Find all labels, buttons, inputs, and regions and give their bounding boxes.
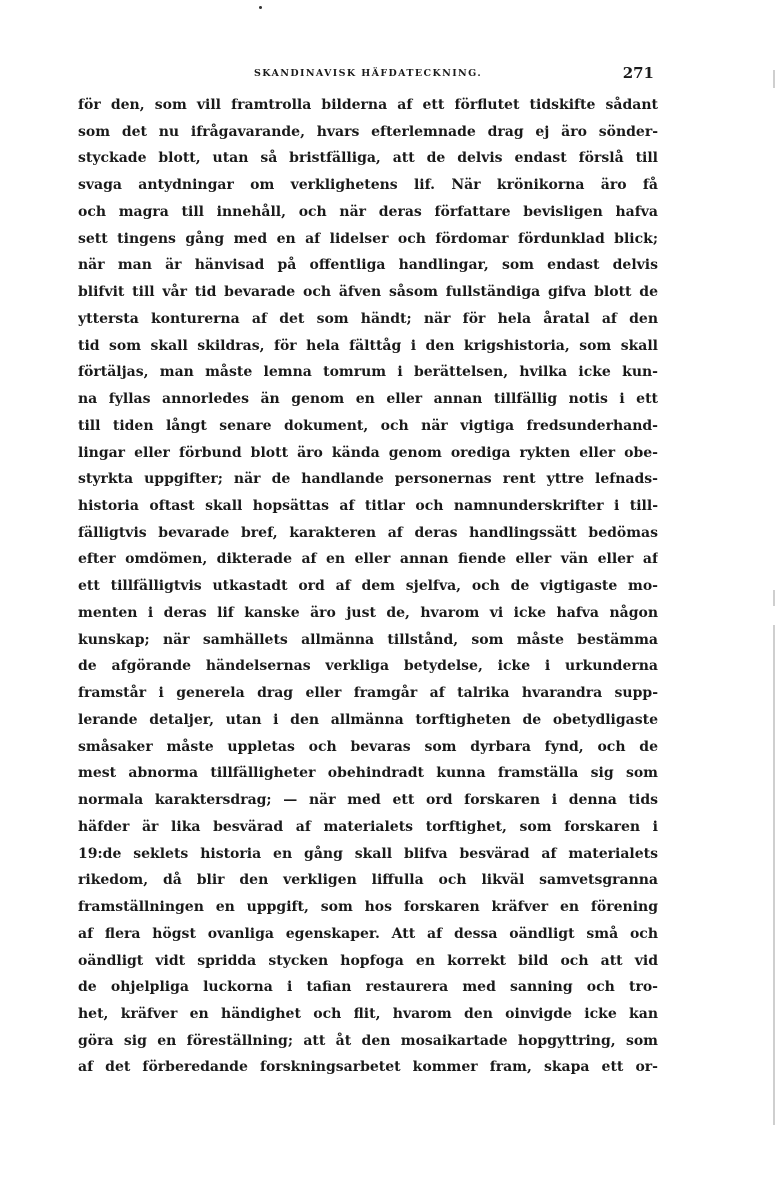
text-line: blifvit till vår tid bevarade och äfven såsom fullständiga gifva blott de xyxy=(78,284,658,301)
text-line: yttersta konturerna af det som händt; när för hela åratal af den xyxy=(78,310,658,327)
margin-scan-mark xyxy=(773,590,775,606)
text-line: framställningen en uppgift, som hos forskaren kräfver en förening xyxy=(78,899,658,916)
text-line: förtäljas, man måste lemna tomrum i berättelsen, hvilka icke kun- xyxy=(78,364,658,381)
text-line: tid som skall skildras, för hela fälttåg i den krigshistoria, som skall xyxy=(78,337,658,354)
body-text xyxy=(78,92,658,1081)
text-line: för den, som vill framtrolla bilderna af ett förflutet tidskifte sådant xyxy=(78,97,658,113)
text-line: och magra till innehåll, och när deras författare bevisligen hafva xyxy=(78,203,658,220)
text-line: styckade blott, utan så bristfälliga, att de delvis endast förslå till xyxy=(78,150,658,167)
text-line: 19:de seklets historia en gång skall blifva besvärad af materialets xyxy=(78,845,658,862)
text-line: när man är hänvisad på offentliga handlingar, som endast delvis xyxy=(78,257,658,274)
text-line: styrkta uppgifter; när de handlande personernas rent yttre lefnads- xyxy=(78,471,658,488)
page-number: 271 xyxy=(622,64,654,82)
text-line: kunskap; när samhällets allmänna tillstånd, som måste bestämma xyxy=(78,631,658,648)
text-line: småsaker måste uppletas och bevaras som dyrbara fynd, och de xyxy=(78,738,658,755)
scan-speck xyxy=(259,6,262,9)
text-line: rikedom, då blir den verkligen liffulla och likväl samvetsgranna xyxy=(78,872,658,889)
text-line: oändligt vidt spridda stycken hopfoga en korrekt bild och att vid xyxy=(78,952,658,969)
text-line: mest abnorma tillfälligheter obehindradt kunna framställa sig som xyxy=(78,765,658,782)
text-line: häfder är lika besvärad af materialets torftighet, som forskaren i xyxy=(78,818,658,835)
text-line: af flera högst ovanliga egenskaper. Att af dessa oändligt små och xyxy=(78,925,658,942)
text-line: framstår i generela drag eller framgår af talrika hvarandra supp- xyxy=(78,685,658,702)
text-line: de ohjelpliga luckorna i tafian restaurera med sanning och tro- xyxy=(78,979,658,996)
text-line: lingar eller förbund blott äro kända genom orediga rykten eller obe- xyxy=(78,444,658,461)
text-line: na fyllas annorledes än genom en eller annan tillfällig notis i ett xyxy=(78,391,658,408)
text-line: ett tillfälligtvis utkastadt ord af dem sjelfva, och de vigtigaste mo- xyxy=(78,578,658,595)
page-header xyxy=(78,64,658,86)
text-line: lerande detaljer, utan i den allmänna torftigheten de obetydligaste xyxy=(78,711,658,728)
text-line: menten i deras lif kanske äro just de, hvarom vi icke hafva någon xyxy=(78,604,658,621)
text-line: sett tingens gång med en af lidelser och fördomar fördunklad blick; xyxy=(78,230,658,247)
text-line: normala karaktersdrag; — när med ett ord forskaren i denna tids xyxy=(78,792,658,809)
text-line: fälligtvis bevarade bref, karakteren af deras handlingssätt bedömas xyxy=(78,524,658,541)
text-line: af det förberedande forskningsarbetet kommer fram, skapa ett or- xyxy=(78,1059,658,1076)
running-title: SKANDINAVISK HÄFDATECKNING. xyxy=(253,68,483,79)
text-line: göra sig en föreställning; att åt den mosaikartade hopgyttring, som xyxy=(78,1032,658,1049)
text-line: efter omdömen, dikterade af en eller annan fiende eller vän eller af xyxy=(78,551,658,568)
text-line: historia oftast skall hopsättas af titlar och namnunderskrifter i till- xyxy=(78,498,658,515)
text-line: het, kräfver en händighet och flit, hvarom den oinvigde icke kan xyxy=(78,1005,658,1022)
text-line: de afgörande händelsernas verkliga betydelse, icke i urkunderna xyxy=(78,658,658,675)
text-line: till tiden långt senare dokument, och när vigtiga fredsunderhand- xyxy=(78,417,658,434)
text-line: svaga antydningar om verklighetens lif. När krönikorna äro få xyxy=(78,177,658,194)
margin-scan-mark xyxy=(773,625,775,1125)
margin-scan-mark xyxy=(773,70,775,88)
text-line: som det nu ifrågavarande, hvars efterlemnade drag ej äro sönder- xyxy=(78,123,658,140)
